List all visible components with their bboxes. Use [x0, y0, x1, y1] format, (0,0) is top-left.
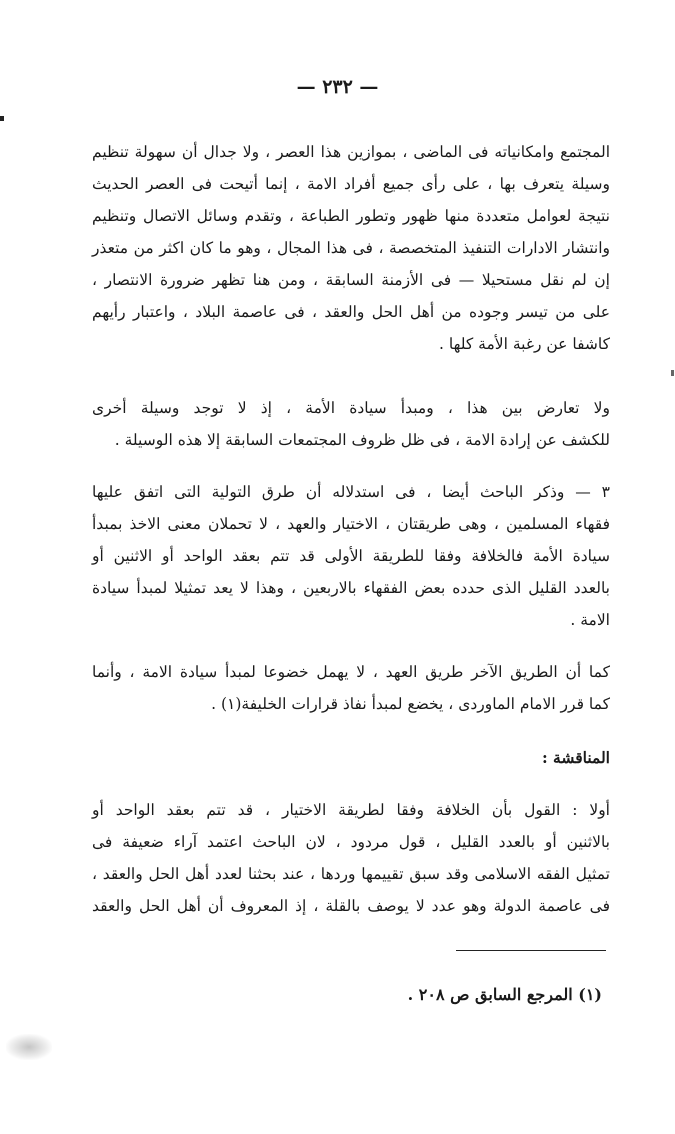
scan-smudge — [6, 1034, 52, 1060]
text-line: الامة . — [570, 611, 610, 629]
text-line: فقهاء المسلمين ، وهى طريقتان ، الاختيار والعهد ، لا تحملان معنى الاخذ بمبدأ — [92, 515, 610, 533]
page-number: — ٢٣٢ — — [296, 76, 379, 98]
text-line: بالاثنين أو بالعدد القليل ، قول مردود ، لان الباحث اعتمد آراء ضعيفة فى — [92, 833, 610, 851]
text-line: ولا تعارض بين هذا ، ومبدأ سيادة الأمة ، إذ لا توجد وسيلة أخرى — [92, 399, 610, 417]
text-line: كاشفا عن رغبة الأمة كلها . — [439, 335, 610, 353]
text-line: كما قرر الامام الماوردى ، يخضع لمبدأ نفاذ قرارات الخليفة(١) . — [211, 695, 610, 713]
text-line: وسيلة يتعرف بها ، على رأى جميع أفراد الامة ، إنما أتيحت فى العصر الحديث — [92, 175, 610, 193]
section-heading: المناقشة : — [541, 748, 610, 767]
text-line: نتيجة لعوامل متعددة منها ظهور وتطور الطباعة ، وتقدم وسائل الاتصال وتنظيم — [92, 207, 610, 225]
text-line: كما أن الطريق الآخر طريق العهد ، لا يهمل خضوعا لمبدأ سيادة الامة ، وأنما — [92, 663, 610, 681]
footnote-divider — [456, 950, 606, 951]
text-line: تمثيل الفقه الاسلامى وقد سبق تقييمها وردها ، عند بحثنا لعدد أهل الحل والعقد ، — [92, 865, 610, 883]
text-line: فى عاصمة الدولة وهو عدد لا يوصف بالقلة ، إذ المعروف أن أهل الحل والعقد — [92, 897, 610, 915]
text-line: المجتمع وامكانياته فى الماضى ، بموازين هذا العصر ، ولا جدال أن سهولة تنظيم — [92, 143, 610, 161]
margin-mark — [671, 370, 674, 376]
text-line: للكشف عن إرادة الامة ، فى ظل ظروف المجتمعات السابقة إلا هذه الوسيلة . — [114, 431, 610, 449]
text-line: إن لم نقل مستحيلا — فى الأزمنة السابقة ، ومن هنا تظهر ضرورة الانتصار ، — [92, 271, 610, 289]
text-line: وانتشار الادارات التنفيذ المتخصصة ، فى هذا المجال ، وهو ما كان اكثر من متعذر — [92, 239, 610, 257]
text-line: أولا : القول بأن الخلافة وفقا لطريقة الاختيار ، قد تتم بعقد الواحد أو — [92, 801, 610, 819]
text-line: على من تيسر وجوده من أهل الحل والعقد ، فى عاصمة البلاد ، واعتبار رأيهم — [92, 303, 610, 321]
text-line: سيادة الأمة فالخلافة وفقا للطريقة الأولى قد تتم بعقد الواحد أو الاثنين أو — [92, 547, 610, 565]
footnote: (١) المرجع السابق ص ٢٠٨ . — [407, 985, 602, 1004]
text-line: بالعدد القليل الذى حدده بعض الفقهاء بالاربعين ، وهذا لا يعد تمثيلا لمبدأ سيادة — [92, 579, 610, 597]
text-line: ٣ — وذكر الباحث أيضا ، فى استدلاله أن طرق التولية التى اتفق عليها — [92, 483, 610, 501]
margin-mark — [0, 116, 4, 121]
